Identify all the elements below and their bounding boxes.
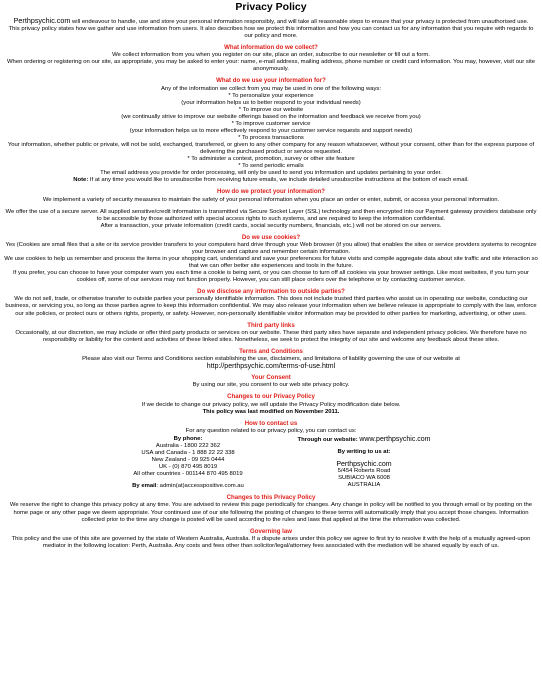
list-line: Any of the information we collect from you may be used in one of the following ways: [160, 85, 382, 92]
paragraph: Yes (Cookies are small files that a site or its service provider transfers to your computers hard drive through your Web browser (if you allow) that enables the sites or service providers systems to recognize your browser and capture and remember certain information. [5, 241, 537, 255]
intro [4, 17, 538, 40]
section-heading: Governing law [250, 527, 292, 535]
paragraph: For any question related to our privacy policy, you can contact us: [185, 427, 357, 434]
intro-paragraph [4, 17, 538, 26]
section-heading: Terms and Conditions [239, 347, 303, 355]
section-consent [4, 374, 538, 389]
section-third-party [4, 322, 538, 344]
note-label: Note: [73, 177, 89, 184]
list-line: * To improve our website [238, 106, 304, 113]
address-line: Perthpsychic.com [336, 461, 392, 469]
list-line: The email address you provide for order processing, will only be used to send you information and updates pertaining to your order. [100, 170, 442, 177]
list-line: * To send periodic emails [238, 163, 304, 170]
section-protect [4, 188, 538, 229]
contact-web-column [294, 436, 434, 490]
address-line: 5/454 Roberts Road [337, 468, 391, 475]
paragraph: We do not sell, trade, or otherwise transfer to outside parties your personally identifiable information. This does not include trusted third parties who assist us in operating our website, conducting our business, or servicing you, so long as those parties agree to keep this information confidential. We may also release your information when we believe release is appropriate to comply with the law, enforce our site policies, or protect ours or others rights, property, or safety. However, non-personally identifiable visitor information may be provided to other parties for marketing, advertising, or other uses. [5, 296, 537, 317]
list-line: (your information helps us to more effectively respond to your customer service requests and support needs) [129, 127, 413, 134]
email-line [108, 483, 268, 490]
paragraph: Please also visit our Terms and Conditions section establishing the use, disclaimers, and limitations of liability governing the use of our website at [82, 356, 460, 363]
phone-number: Australia - 1800 222 362 [155, 443, 221, 449]
section-heading: Do we use cookies? [241, 233, 301, 241]
phone-label: By phone: [173, 435, 203, 442]
paragraph: We implement a variety of security measures to maintain the safety of your personal information when you place an order or enter, submit, or access your personal information. [42, 196, 500, 203]
list-line: (your information helps us to better respond to your individual needs) [181, 99, 361, 106]
phone-number: New Zealand - 09 925 0444 [151, 457, 225, 464]
paragraph: Occasionally, at our discretion, we may include or offer third party products or services on our website. These third party sites have separate and independent privacy policies. We therefore have no responsibility or liability for the content and activities of these linked sites. Nonetheless, we seek to protect the integrity of our site and welcome any feedback about these sites. [15, 329, 527, 343]
list-line: * To personalize your experience [228, 92, 314, 99]
section-governing-law [4, 528, 538, 550]
phone-number: UK - (0) 870 495 8019 [158, 464, 218, 471]
contact-details [4, 436, 538, 490]
list-line: * To administer a contest, promotion, survey or other site feature [187, 156, 355, 163]
section-heading: What information do we collect? [224, 44, 318, 52]
paragraph: By using our site, you consent to our web site privacy policy. [192, 382, 350, 389]
section-heading: Changes to this Privacy Policy [226, 494, 316, 502]
paragraph: This policy and the use of this site are governed by the state of Western Australia, Australia. If a dispute arises under this policy we agree to first try to resolve it with the help of a mutually agreed-upon mediator in the following location: Perth, Australia. Any costs and fees other than solicitor/legal/attorney fees associated with the mediation will be shared equally by each of us. [11, 535, 531, 549]
website-line [294, 436, 434, 444]
paragraph: We offer the use of a secure server. All supplied sensitive/credit information is transmitted via Secure Socket Layer (SSL) technology and then encrypted into our Payment gateway providers database only to be accessible by those authorized with special access rights to such systems, and are required to keep the information confidential. [5, 208, 537, 222]
section-cookies [4, 234, 538, 284]
brand-name: Perthpsychic.com [13, 16, 71, 25]
privacy-policy-page [4, 1, 538, 550]
phone-number: USA and Canada - 1 888 22 22 338 [141, 450, 235, 457]
section-disclose [4, 288, 538, 317]
section-heading: How do we protect your information? [217, 188, 325, 196]
list-line: (we continually strive to improve our website offerings based on the information and feedback we receive from you) [121, 113, 421, 120]
paragraph: If you prefer, you can choose to have your computer warn you each time a cookie is being sent, or you can choose to turn off all cookies via your browser settings. Like most websites, if you turn your cookies off, some of our services may not function properly. However, you can still place orders over the telephone or by contacting customer service. [13, 270, 529, 284]
note [4, 177, 538, 184]
phone-number: All other countries - 001144 870 495 8019 [133, 471, 243, 478]
section-heading: How to contact us [244, 419, 298, 427]
list-line: * To process transactions [238, 135, 304, 142]
write-label: By writing to us at: [337, 449, 391, 455]
intro-text-2: This privacy policy states how we gather and use information from users. It also describes how we protect this information and how you can contact us for any information that you require with regards to our policy and more. [8, 26, 534, 40]
section-heading: Do we disclose any information to outside parties? [197, 288, 345, 296]
section-changes-policy [4, 494, 538, 523]
paragraph: We collect information from you when you register on our site, place an order, subscribe to our newsletter or fill out a form. [112, 52, 430, 59]
paragraph: We use cookies to help us remember and process the items in your shopping cart, understand and save your preferences for future visits and compile aggregate data about site traffic and site interaction so that we can offer better site experiences and tools in the future. [4, 256, 538, 270]
section-changes [4, 393, 538, 415]
last-modified: This policy was last modified on November 2011. [202, 408, 340, 415]
intro-text: will endeavour to handle, use and store your personal information responsibly, and will take all reasonable steps to ensure that your privacy is protected from unauthorised use. [70, 19, 529, 25]
section-use [4, 77, 538, 184]
website-label: Through our website: [297, 436, 358, 443]
section-contact [4, 420, 538, 491]
terms-link[interactable]: http://perthpsychic.com/terms-of-use.html [206, 363, 336, 371]
contact-phone-column [108, 436, 268, 490]
section-collect [4, 44, 538, 73]
section-terms [4, 348, 538, 370]
section-heading: Your Consent [251, 374, 291, 382]
section-heading: Third party links [247, 321, 295, 329]
section-heading: Changes to our Privacy Policy [227, 393, 315, 401]
paragraph: If we decide to change our privacy policy, we will update the Privacy Policy modification date below. [141, 401, 401, 408]
note-text: If at any time you would like to unsubscribe from receiving future emails, we include detailed unsubscribe instructions at the bottom of each email. [88, 177, 469, 184]
paragraph: When ordering or registering on our site, as appropriate, you may be asked to enter your: name, e-mail address, mailing address, phone number or credit card information. You may, however, visit our site anonymously. [6, 59, 536, 73]
email-label: By email [132, 483, 157, 490]
address-line: AUSTRALIA [347, 482, 381, 489]
address-line: SUBIACO WA 6008 [338, 475, 390, 482]
list-line: * To improve customer service [231, 120, 311, 127]
email-value: : admin(at)accesspositive.com.au [156, 483, 244, 490]
list-line: Your information, whether public or private, will not be sold, exchanged, transferred, or given to any other company for any reason whatsoever, without your consent, other than for the express purpose of delivering the purchased product or service requested. [7, 142, 535, 156]
section-heading: What do we use your information for? [216, 77, 326, 85]
page-title: Privacy Policy [235, 1, 307, 13]
paragraph: We reserve the right to change this privacy policy at any time. You are advised to review this page periodically for changes. Any change in policy will be notified to you through email or by posting on the home page or any other page we deem appropriate. Your continued use of our site following the posting of changes to these terms will automatically imply that you accept those changes. Information collected prior to the time any change is posted will be used according to the rules and laws that applied at the time the information was collected. [9, 502, 533, 523]
website-link[interactable]: www.perthpsychic.com [359, 435, 431, 443]
paragraph: After a transaction, your private information (credit cards, social security numbers, financials, etc.) will not be stored on our servers. [100, 222, 442, 229]
